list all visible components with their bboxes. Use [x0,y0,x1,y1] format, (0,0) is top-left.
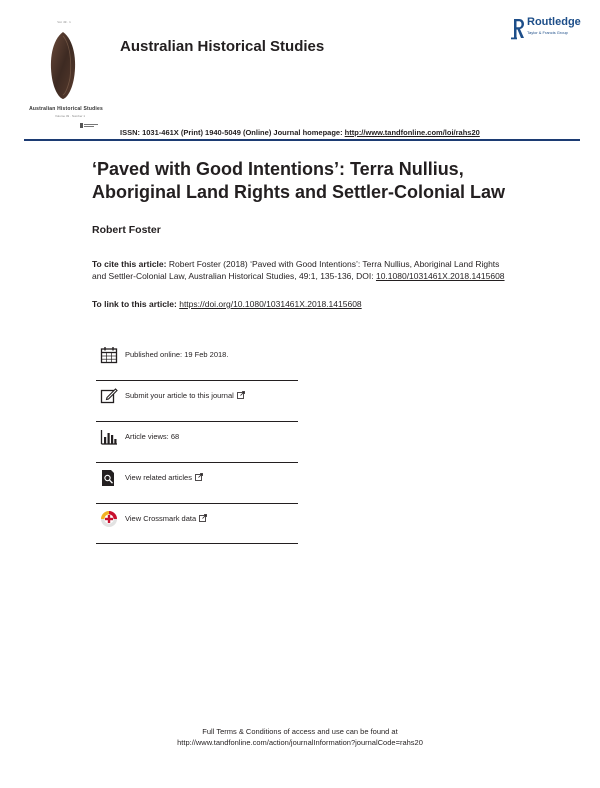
issn-line [120,128,480,137]
submit-row[interactable] [96,381,298,422]
cite-text: Robert Foster (2018) ‘Paved with Good Intentions’: Terra Nullius, Aboriginal Land Rights and Settler-Colonial Law, Australian Historical Studies, 49:1, 135-136, DOI: [92,259,500,281]
cover-subcaption: Volume 49 · Number 1 [54,114,85,118]
journal-homepage-link[interactable]: http://www.tandfonline.com/loi/rahs20 [344,128,480,137]
article-doi-url[interactable]: https://doi.org/10.1080/1031461X.2018.1415608 [179,299,362,309]
calendar-icon [100,346,118,364]
cover-publisher-logo [80,122,100,129]
related-articles-link[interactable] [125,473,203,482]
search-document-icon [100,469,118,487]
submit-article-link[interactable] [125,391,245,400]
related-row[interactable] [96,463,298,504]
article-title-line1: ‘Paved with Good Intentions’: Terra Nullius, [92,159,464,179]
submit-article-label: Submit your article to this journal [125,391,234,400]
journal-title: Australian Historical Studies [120,38,325,55]
journal-cover-image [46,30,80,100]
crossmark-row[interactable] [96,504,298,545]
cover-top-text: Vol. 49 · 1 [57,20,71,24]
doi-link[interactable]: 10.1080/1031461X.2018.1415608 [375,271,505,281]
article-title-line2: Aboriginal Land Rights and Settler-Colonial Law [92,182,506,202]
publisher-name: Routledge [527,16,581,28]
crossmark-icon [100,510,118,528]
routledge-r-icon [511,18,525,40]
author-name: Robert Foster [92,224,161,236]
external-link-icon [237,391,245,399]
crossmark-link[interactable] [125,514,207,523]
article-views: Article views: 68 [125,432,180,441]
views-row [96,422,298,463]
footer-terms: Full Terms & Conditions of access and use can be found at [202,727,398,736]
published-row [96,340,298,381]
external-link-icon [199,514,207,522]
citation-block [92,258,512,282]
related-articles-label: View related articles [125,473,192,482]
edit-icon [100,387,118,405]
cite-label: To cite this article: [92,259,167,269]
publisher-tagline: Taylor & Francis Group [527,30,568,35]
link-label: To link to this article: [92,299,180,309]
info-divider [96,543,298,544]
crossmark-label: View Crossmark data [125,514,197,523]
header-divider [24,139,580,141]
footer-url[interactable]: http://www.tandfonline.com/action/journalInformation?journalCode=rahs20 [177,738,423,747]
article-link-line [92,299,362,309]
external-link-icon [195,473,203,481]
article-title [92,158,532,204]
issn-text: ISSN: 1031-461X (Print) 1940-5049 (Online) Journal homepage: [120,128,345,137]
bar-chart-icon [100,428,118,446]
footer [0,726,600,748]
cover-caption: Australian Historical Studies [29,106,103,112]
published-date: Published online: 19 Feb 2018. [125,350,229,359]
